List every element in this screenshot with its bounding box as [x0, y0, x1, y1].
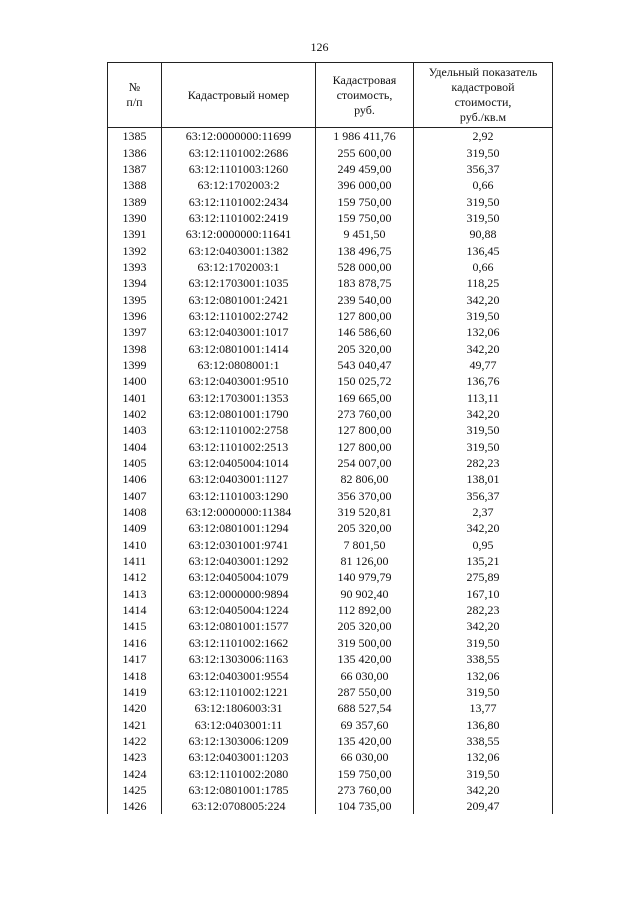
cell-cadastral-number: 63:12:1703001:1035: [162, 275, 316, 291]
table-row: [108, 782, 553, 798]
table-row: [108, 602, 553, 618]
table-row: [108, 242, 553, 258]
cell-specific-indicator: 338,55: [414, 733, 553, 749]
cell-cadastral-number: 63:12:1101002:2080: [162, 765, 316, 781]
cell-num: 1395: [108, 291, 162, 307]
cell-cadastral-value: 356 370,00: [316, 488, 414, 504]
cell-cadastral-value: 135 420,00: [316, 651, 414, 667]
cell-cadastral-number: 63:12:1703001:1353: [162, 390, 316, 406]
header-cadastral-value: [316, 63, 414, 128]
table-row: [108, 275, 553, 291]
cell-num: 1398: [108, 340, 162, 356]
cell-cadastral-number: 63:12:0403001:9510: [162, 373, 316, 389]
cell-specific-indicator: 338,55: [414, 651, 553, 667]
table-row: [108, 390, 553, 406]
table-row: [108, 504, 553, 520]
cell-cadastral-value: 254 007,00: [316, 455, 414, 471]
cell-cadastral-value: 205 320,00: [316, 618, 414, 634]
cell-cadastral-value: 7 801,50: [316, 537, 414, 553]
cell-cadastral-value: 287 550,00: [316, 684, 414, 700]
table-row: [108, 144, 553, 160]
table-row: [108, 193, 553, 209]
table-row: [108, 537, 553, 553]
header-num-line-1: №: [128, 80, 141, 94]
cell-specific-indicator: 319,50: [414, 684, 553, 700]
cell-cadastral-value: 169 665,00: [316, 390, 414, 406]
cell-cadastral-value: 396 000,00: [316, 177, 414, 193]
cell-specific-indicator: 136,80: [414, 716, 553, 732]
cell-cadastral-number: 63:12:1101002:2434: [162, 193, 316, 209]
cell-cadastral-value: 66 030,00: [316, 749, 414, 765]
cell-cadastral-number: 63:12:1303006:1209: [162, 733, 316, 749]
table-row: [108, 553, 553, 569]
cell-specific-indicator: 138,01: [414, 471, 553, 487]
cell-cadastral-value: 127 800,00: [316, 439, 414, 455]
table-row: [108, 226, 553, 242]
cell-num: 1401: [108, 390, 162, 406]
cell-cadastral-value: 273 760,00: [316, 406, 414, 422]
cell-cadastral-value: 140 979,79: [316, 569, 414, 585]
cell-cadastral-number: 63:12:1101003:1290: [162, 488, 316, 504]
cell-num: 1397: [108, 324, 162, 340]
cell-specific-indicator: 209,47: [414, 798, 553, 814]
cell-num: 1425: [108, 782, 162, 798]
table-row: [108, 340, 553, 356]
cell-cadastral-value: 159 750,00: [316, 765, 414, 781]
cell-cadastral-number: 63:12:0801001:1785: [162, 782, 316, 798]
cell-specific-indicator: 342,20: [414, 340, 553, 356]
cell-num: 1407: [108, 488, 162, 504]
cell-specific-indicator: 342,20: [414, 782, 553, 798]
cell-cadastral-number: 63:12:0405004:1014: [162, 455, 316, 471]
cell-num: 1399: [108, 357, 162, 373]
table-row: [108, 618, 553, 634]
header-indicator-line-4: руб./кв.м: [459, 110, 507, 124]
table-row: [108, 635, 553, 651]
cell-cadastral-value: 239 540,00: [316, 291, 414, 307]
cell-specific-indicator: 2,92: [414, 128, 553, 145]
cell-num: 1387: [108, 161, 162, 177]
cell-cadastral-number: 63:12:1806003:31: [162, 700, 316, 716]
cell-cadastral-value: 135 420,00: [316, 733, 414, 749]
cell-cadastral-value: 127 800,00: [316, 422, 414, 438]
cell-specific-indicator: 135,21: [414, 553, 553, 569]
cell-cadastral-value: 159 750,00: [316, 210, 414, 226]
table-row: [108, 471, 553, 487]
cell-cadastral-number: 63:12:0403001:11: [162, 716, 316, 732]
cell-num: 1421: [108, 716, 162, 732]
cell-cadastral-value: 82 806,00: [316, 471, 414, 487]
cell-cadastral-number: 63:12:0801001:1414: [162, 340, 316, 356]
cell-num: 1408: [108, 504, 162, 520]
cell-specific-indicator: 342,20: [414, 520, 553, 536]
header-cadastral-number: Кадастровый номер: [162, 63, 316, 128]
table-row: [108, 455, 553, 471]
cell-specific-indicator: 0,66: [414, 259, 553, 275]
page-number: 126: [310, 40, 329, 54]
table-row: [108, 177, 553, 193]
cadastral-table: [107, 62, 553, 814]
cell-specific-indicator: 356,37: [414, 161, 553, 177]
cell-specific-indicator: 0,66: [414, 177, 553, 193]
cell-num: 1419: [108, 684, 162, 700]
table-row: [108, 357, 553, 373]
table-row: [108, 406, 553, 422]
table-row: [108, 586, 553, 602]
cell-num: 1412: [108, 569, 162, 585]
cell-cadastral-number: 63:12:1101002:2742: [162, 308, 316, 324]
cell-num: 1414: [108, 602, 162, 618]
cell-cadastral-number: 63:12:0000000:11384: [162, 504, 316, 520]
cell-specific-indicator: 113,11: [414, 390, 553, 406]
cell-cadastral-value: 183 878,75: [316, 275, 414, 291]
cell-cadastral-value: 69 357,60: [316, 716, 414, 732]
header-specific-indicator: [414, 63, 553, 128]
cell-specific-indicator: 0,95: [414, 537, 553, 553]
cell-specific-indicator: 132,06: [414, 667, 553, 683]
cell-cadastral-value: 146 586,60: [316, 324, 414, 340]
cell-cadastral-number: 63:12:1702003:2: [162, 177, 316, 193]
header-num: [108, 63, 162, 128]
cell-num: 1385: [108, 128, 162, 145]
cell-num: 1418: [108, 667, 162, 683]
cell-cadastral-value: 112 892,00: [316, 602, 414, 618]
table-row: [108, 684, 553, 700]
table-row: [108, 765, 553, 781]
cell-cadastral-number: 63:12:0708005:224: [162, 798, 316, 814]
cell-cadastral-number: 63:12:1101002:2513: [162, 439, 316, 455]
cell-cadastral-number: 63:12:0403001:1127: [162, 471, 316, 487]
cell-specific-indicator: 136,45: [414, 242, 553, 258]
header-indicator-line-2: кадастровой: [451, 80, 515, 94]
cell-cadastral-value: 528 000,00: [316, 259, 414, 275]
cell-num: 1415: [108, 618, 162, 634]
cell-cadastral-value: 138 496,75: [316, 242, 414, 258]
table-row: [108, 259, 553, 275]
table-row: [108, 210, 553, 226]
header-value-line-3: руб.: [354, 102, 375, 117]
table-row: [108, 324, 553, 340]
cell-num: 1400: [108, 373, 162, 389]
cell-specific-indicator: 319,50: [414, 422, 553, 438]
cell-specific-indicator: 342,20: [414, 618, 553, 634]
cell-num: 1394: [108, 275, 162, 291]
cell-specific-indicator: 90,88: [414, 226, 553, 242]
cell-cadastral-value: 688 527,54: [316, 700, 414, 716]
cell-cadastral-value: 159 750,00: [316, 193, 414, 209]
cell-cadastral-number: 63:12:0000000:11641: [162, 226, 316, 242]
cell-num: 1396: [108, 308, 162, 324]
cell-cadastral-number: 63:12:0801001:1294: [162, 520, 316, 536]
cell-cadastral-number: 63:12:0801001:1577: [162, 618, 316, 634]
table-row: [108, 422, 553, 438]
cell-cadastral-value: 249 459,00: [316, 161, 414, 177]
cell-cadastral-number: 63:12:0808001:1: [162, 357, 316, 373]
cell-specific-indicator: 167,10: [414, 586, 553, 602]
cell-specific-indicator: 49,77: [414, 357, 553, 373]
cell-num: 1406: [108, 471, 162, 487]
cell-specific-indicator: 319,50: [414, 308, 553, 324]
cell-cadastral-number: 63:12:0403001:1382: [162, 242, 316, 258]
cell-cadastral-value: 66 030,00: [316, 667, 414, 683]
cell-cadastral-number: 63:12:0000000:11699: [162, 128, 316, 145]
cell-cadastral-value: 90 902,40: [316, 586, 414, 602]
cell-num: 1403: [108, 422, 162, 438]
cell-cadastral-number: 63:12:1702003:1: [162, 259, 316, 275]
cell-cadastral-number: 63:12:1101002:2758: [162, 422, 316, 438]
cell-specific-indicator: 342,20: [414, 291, 553, 307]
cell-specific-indicator: 319,50: [414, 765, 553, 781]
table-body: [108, 128, 553, 815]
cell-num: 1393: [108, 259, 162, 275]
cell-specific-indicator: 319,50: [414, 144, 553, 160]
table-row: [108, 716, 553, 732]
cell-cadastral-number: 63:12:1101002:1221: [162, 684, 316, 700]
cell-num: 1426: [108, 798, 162, 814]
table-row: [108, 373, 553, 389]
table-row: [108, 667, 553, 683]
cell-num: 1386: [108, 144, 162, 160]
cell-cadastral-number: 63:12:1101003:1260: [162, 161, 316, 177]
cell-num: 1404: [108, 439, 162, 455]
cell-cadastral-number: 63:12:0405004:1224: [162, 602, 316, 618]
cell-cadastral-value: 81 126,00: [316, 553, 414, 569]
cell-cadastral-value: 9 451,50: [316, 226, 414, 242]
cell-specific-indicator: 319,50: [414, 193, 553, 209]
header-num-line-2: п/п: [126, 95, 143, 109]
cell-cadastral-number: 63:12:0405004:1079: [162, 569, 316, 585]
cell-cadastral-value: 205 320,00: [316, 520, 414, 536]
header-indicator-line-1: Удельный показатель: [428, 65, 538, 79]
cell-num: 1416: [108, 635, 162, 651]
cell-cadastral-number: 63:12:0403001:1203: [162, 749, 316, 765]
cell-num: 1405: [108, 455, 162, 471]
table-row: [108, 161, 553, 177]
cell-cadastral-number: 63:12:0801001:1790: [162, 406, 316, 422]
cell-specific-indicator: 356,37: [414, 488, 553, 504]
cell-cadastral-number: 63:12:0403001:1292: [162, 553, 316, 569]
table-header-row: [108, 63, 553, 128]
cell-cadastral-value: 273 760,00: [316, 782, 414, 798]
cell-num: 1420: [108, 700, 162, 716]
cell-specific-indicator: 282,23: [414, 455, 553, 471]
cell-cadastral-number: 63:12:1101002:2686: [162, 144, 316, 160]
table-row: [108, 308, 553, 324]
cell-cadastral-number: 63:12:0403001:9554: [162, 667, 316, 683]
cell-specific-indicator: 319,50: [414, 210, 553, 226]
cell-specific-indicator: 319,50: [414, 635, 553, 651]
header-value-line-1: Кадастровая: [332, 72, 397, 87]
header-value-line-2: стоимость,: [336, 87, 393, 102]
header-indicator-line-3: стоимости,: [454, 95, 512, 109]
cell-cadastral-number: 63:12:1303006:1163: [162, 651, 316, 667]
cell-cadastral-number: 63:12:0301001:9741: [162, 537, 316, 553]
cell-cadastral-value: 255 600,00: [316, 144, 414, 160]
cell-cadastral-value: 1 986 411,76: [316, 128, 414, 145]
cell-cadastral-value: 127 800,00: [316, 308, 414, 324]
cell-cadastral-value: 319 520,81: [316, 504, 414, 520]
table-row: [108, 128, 553, 145]
table-row: [108, 488, 553, 504]
cell-cadastral-number: 63:12:0403001:1017: [162, 324, 316, 340]
cell-specific-indicator: 282,23: [414, 602, 553, 618]
cell-specific-indicator: 13,77: [414, 700, 553, 716]
cell-cadastral-number: 63:12:1101002:1662: [162, 635, 316, 651]
cell-specific-indicator: 275,89: [414, 569, 553, 585]
table-row: [108, 798, 553, 814]
table-row: [108, 651, 553, 667]
cell-num: 1409: [108, 520, 162, 536]
cell-num: 1422: [108, 733, 162, 749]
cell-cadastral-number: 63:12:0000000:9894: [162, 586, 316, 602]
table-row: [108, 439, 553, 455]
table-row: [108, 520, 553, 536]
cell-num: 1417: [108, 651, 162, 667]
cell-specific-indicator: 118,25: [414, 275, 553, 291]
cell-specific-indicator: 136,76: [414, 373, 553, 389]
cell-num: 1424: [108, 765, 162, 781]
cell-cadastral-value: 104 735,00: [316, 798, 414, 814]
cell-specific-indicator: 342,20: [414, 406, 553, 422]
cell-num: 1391: [108, 226, 162, 242]
cell-num: 1411: [108, 553, 162, 569]
table-row: [108, 733, 553, 749]
table-row: [108, 749, 553, 765]
cell-num: 1392: [108, 242, 162, 258]
cell-num: 1389: [108, 193, 162, 209]
cell-cadastral-value: 150 025,72: [316, 373, 414, 389]
cell-num: 1410: [108, 537, 162, 553]
table-row: [108, 700, 553, 716]
cell-num: 1413: [108, 586, 162, 602]
cell-cadastral-value: 543 040,47: [316, 357, 414, 373]
cell-cadastral-number: 63:12:1101002:2419: [162, 210, 316, 226]
cell-cadastral-number: 63:12:0801001:2421: [162, 291, 316, 307]
cell-cadastral-value: 319 500,00: [316, 635, 414, 651]
table-row: [108, 569, 553, 585]
cell-num: 1423: [108, 749, 162, 765]
cell-specific-indicator: 132,06: [414, 749, 553, 765]
cell-specific-indicator: 319,50: [414, 439, 553, 455]
cell-cadastral-value: 205 320,00: [316, 340, 414, 356]
cell-specific-indicator: 2,37: [414, 504, 553, 520]
cell-num: 1388: [108, 177, 162, 193]
table-row: [108, 291, 553, 307]
cell-num: 1402: [108, 406, 162, 422]
cell-num: 1390: [108, 210, 162, 226]
cell-specific-indicator: 132,06: [414, 324, 553, 340]
